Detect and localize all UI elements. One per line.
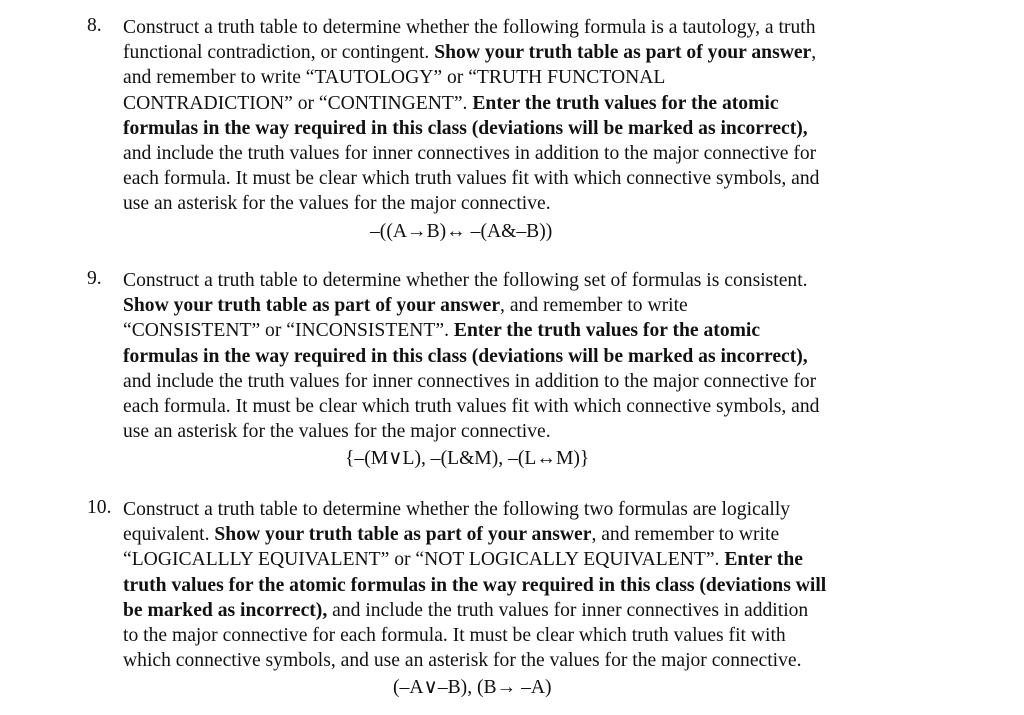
bold-text-run: Show your truth table as part of your answer: [434, 42, 812, 64]
text-line: [123, 40, 923, 65]
text-run: equivalent.: [123, 524, 215, 546]
text-line: [123, 598, 923, 623]
text-line: [123, 648, 923, 673]
text-line: [123, 623, 923, 648]
question-number: 8.: [87, 15, 102, 36]
text-line: [123, 293, 923, 318]
text-line: [123, 573, 923, 598]
text-line: [123, 318, 923, 343]
text-run: to the major connective for each formula. It must be clear which truth values fit with: [123, 624, 786, 646]
bold-text-run: Enter the truth values for the atomic: [472, 92, 779, 114]
bold-text-run: Enter the truth values for the atomic: [453, 320, 761, 342]
question-formula: (–A∨–B), (B→ –A): [393, 677, 552, 698]
text-run: ,: [811, 42, 817, 64]
text-run: “LOGICALLLY EQUIVALENT” or “NOT LOGICALLY EQUIVALENT”.: [123, 549, 725, 571]
question-text: [123, 15, 923, 217]
text-line: [123, 116, 923, 141]
question-text: [123, 497, 923, 673]
text-run: Construct a truth table to determine whether the following set of formulas is consistent.: [123, 270, 808, 291]
question-formula: –((A→B)↔ –(A&–B)): [370, 221, 553, 242]
text-line: [123, 344, 923, 369]
text-run: and include the truth values for inner connectives in addition to the major connective for: [123, 142, 817, 164]
text-line: [123, 394, 923, 419]
text-line: [123, 91, 923, 116]
question-number: 9.: [87, 268, 102, 289]
text-line: [123, 166, 923, 191]
text-run: , and remember to write: [500, 295, 688, 317]
text-run: use an asterisk for the values for the major connective.: [123, 421, 551, 443]
bold-text-run: Show your truth table as part of your answer: [123, 295, 501, 317]
text-line: [123, 191, 923, 216]
text-run: each formula. It must be clear which truth values fit with which connective symbols, and: [123, 168, 820, 190]
text-run: Construct a truth table to determine whether the following formula is a tautology, a truth: [123, 17, 816, 38]
text-run: each formula. It must be clear which truth values fit with which connective symbols, and: [123, 395, 820, 417]
text-line: [123, 65, 923, 90]
bold-text-run: Enter the: [724, 549, 803, 571]
text-run: “CONSISTENT” or “INCONSISTENT”.: [123, 320, 454, 342]
text-run: CONTRADICTION” or “CONTINGENT”.: [123, 92, 473, 114]
bold-text-run: formulas in the way required in this class (deviations will be marked as incorrect),: [123, 345, 808, 367]
bold-text-run: Show your truth table as part of your answer: [214, 524, 592, 546]
text-line: [123, 15, 923, 40]
question-formula: {–(M∨L), –(L&M), –(L↔M)}: [345, 448, 590, 469]
text-run: and include the truth values for inner connectives in addition: [327, 599, 809, 621]
bold-text-run: be marked as incorrect),: [123, 599, 328, 621]
text-line: [123, 369, 923, 394]
text-line: [123, 419, 923, 444]
text-run: , and remember to write: [591, 524, 780, 546]
text-run: which connective symbols, and use an asterisk for the values for the major connective.: [123, 650, 802, 672]
text-run: functional contradiction, or contingent.: [123, 42, 435, 64]
text-run: use an asterisk for the values for the major connective.: [123, 193, 551, 215]
text-line: [123, 522, 923, 547]
text-run: and remember to write “TAUTOLOGY” or “TRUTH FUNCTONAL: [123, 67, 666, 89]
bold-text-run: formulas in the way required in this class (deviations will be marked as incorrect),: [123, 117, 808, 139]
text-run: Construct a truth table to determine whether the following two formulas are logically: [123, 499, 791, 520]
text-run: and include the truth values for inner connectives in addition to the major connective for: [123, 370, 817, 392]
question-number: 10.: [87, 497, 112, 518]
question-text: [123, 268, 923, 444]
text-line: [123, 547, 923, 572]
text-line: [123, 497, 923, 522]
text-line: [123, 141, 923, 166]
bold-text-run: truth values for the atomic formulas in the way required in this class (deviations will: [123, 574, 827, 596]
text-line: [123, 268, 923, 293]
